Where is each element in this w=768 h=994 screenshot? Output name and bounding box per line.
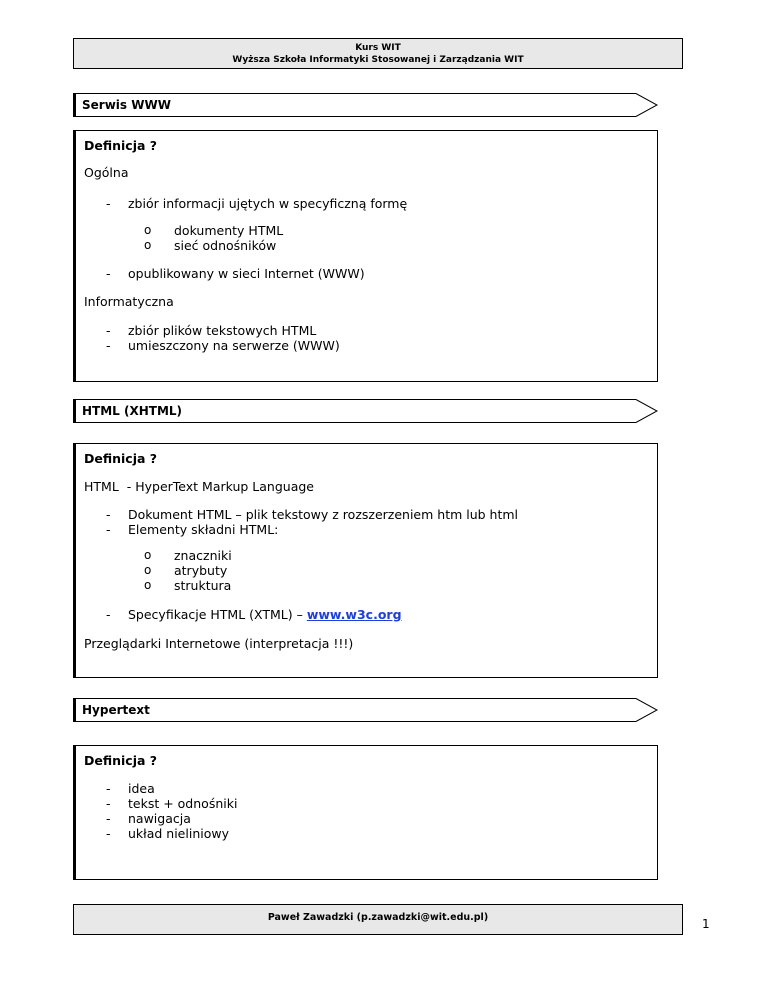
browsers-note: Przeglądarki Internetowe (interpretacja !!!) <box>84 636 354 651</box>
list-item: sieć odnośników <box>174 238 277 253</box>
list-item: umieszczony na serwerze (WWW) <box>128 338 340 353</box>
arrow-banner-icon <box>73 698 658 722</box>
definition-box-serwis <box>73 130 658 382</box>
list-item: Dokument HTML – plik tekstowy z rozszerzeniem htm lub html <box>128 507 519 522</box>
definition-heading: Definicja ? <box>84 451 158 466</box>
section-title-serwis <box>73 93 658 117</box>
informatic-label: Informatyczna <box>84 294 174 309</box>
page-number: 1 <box>702 917 710 931</box>
list-item: zbiór informacji ujętych w specyficzną formę <box>128 196 408 211</box>
section-title-html <box>73 399 658 423</box>
dash-bullet: - <box>106 266 111 281</box>
spec-line <box>128 607 402 622</box>
circle-bullet-icon: o <box>144 563 152 577</box>
section-title-hypertext <box>73 698 658 722</box>
dash-bullet: - <box>106 338 111 353</box>
definition-heading: Definicja ? <box>84 753 158 768</box>
definition-box-hypertext <box>73 745 658 880</box>
list-item: układ nieliniowy <box>128 826 229 841</box>
dash-bullet: - <box>106 826 111 841</box>
section-title-text: Hypertext <box>82 703 150 717</box>
circle-bullet-icon: o <box>144 223 152 237</box>
list-item: znaczniki <box>174 548 232 563</box>
list-item: idea <box>128 781 155 796</box>
spec-text: Specyfikacje HTML (XTML) – <box>128 607 307 622</box>
dash-bullet: - <box>106 607 111 622</box>
circle-bullet-icon: o <box>144 548 152 562</box>
dash-bullet: - <box>106 811 111 826</box>
section-title-text: Serwis WWW <box>82 98 171 112</box>
section-title-text: HTML (XHTML) <box>82 404 183 418</box>
list-item: Elementy składni HTML: <box>128 522 279 537</box>
definition-box-html <box>73 443 658 678</box>
dash-bullet: - <box>106 522 111 537</box>
dash-bullet: - <box>106 781 111 796</box>
circle-bullet-icon: o <box>144 578 152 592</box>
dash-bullet: - <box>106 196 111 211</box>
course-name: Kurs WIT <box>355 43 401 53</box>
definition-heading: Definicja ? <box>84 138 158 153</box>
page-footer <box>73 904 683 935</box>
dash-bullet: - <box>106 507 111 522</box>
list-item: struktura <box>174 578 232 593</box>
general-label: Ogólna <box>84 165 129 180</box>
list-item: dokumenty HTML <box>174 223 284 238</box>
page-header <box>73 38 683 69</box>
dash-bullet: - <box>106 323 111 338</box>
w3c-link[interactable]: www.w3c.org <box>306 607 402 622</box>
list-item: atrybuty <box>174 563 228 578</box>
list-item: opublikowany w sieci Internet (WWW) <box>128 266 365 281</box>
list-item: zbiór plików tekstowych HTML <box>128 323 317 338</box>
html-expansion: HTML - HyperText Markup Language <box>84 479 314 494</box>
school-name: Wyższa Szkoła Informatyki Stosowanej i Zarządzania WIT <box>232 55 524 65</box>
list-item: nawigacja <box>128 811 191 826</box>
circle-bullet-icon: o <box>144 238 152 252</box>
author-line: Paweł Zawadzki (p.zawadzki@wit.edu.pl) <box>267 912 489 923</box>
list-item: tekst + odnośniki <box>128 796 238 811</box>
dash-bullet: - <box>106 796 111 811</box>
